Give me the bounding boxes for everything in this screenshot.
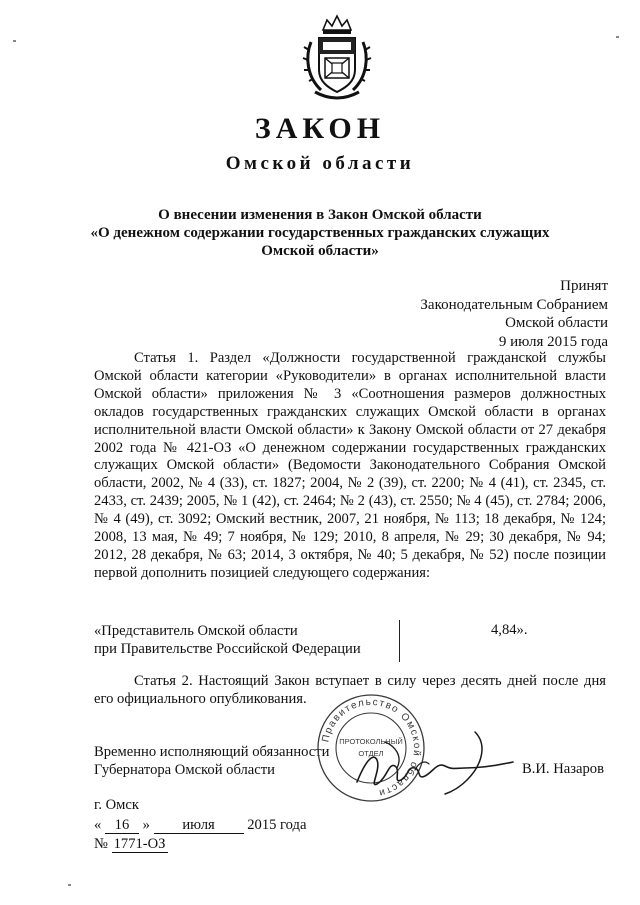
date-day: 16	[105, 817, 139, 834]
adopted-date: 9 июля 2015 года	[498, 333, 608, 350]
date-open-quote: «	[94, 817, 102, 833]
signer-name: В.И. Назаров	[522, 761, 604, 777]
date-year: 2015 года	[247, 817, 307, 833]
region-title: Омской области	[225, 153, 415, 174]
scan-speck	[68, 884, 71, 886]
law-subject	[0, 206, 640, 260]
subject-line: «О денежном содержании государственных гражданских служащих	[90, 225, 550, 241]
subject-line: О внесении изменения в Закон Омской области	[158, 207, 482, 223]
scan-speck	[13, 40, 16, 42]
position-coefficient: 4,84».	[491, 622, 528, 638]
signer-title-line: Временно исполняющий обязанности	[94, 744, 330, 760]
svg-text:ОТДЕЛ: ОТДЕЛ	[358, 749, 384, 758]
adopted-line: Омской области	[505, 315, 608, 331]
signer-title-line: Губернатора Омской области	[94, 762, 275, 778]
handwritten-signature	[355, 722, 515, 802]
law-number	[94, 836, 168, 853]
signing-date	[94, 817, 306, 834]
svg-text:ПРОТОКОЛЬНЫЙ: ПРОТОКОЛЬНЫЙ	[339, 737, 403, 746]
scan-speck	[616, 36, 619, 38]
position-name-line: «Представитель Омской области	[94, 623, 298, 639]
law-title: ЗАКОН	[254, 112, 386, 145]
svg-text:Правительство Омской области: Правительство Омской области	[320, 696, 423, 799]
adoption-block	[420, 277, 608, 351]
article-1-text: Статья 1. Раздел «Должности государственной гражданской службы Омской области категории «Руководители» в органах исполнительной власти Омской области» приложения № 3 «Соотношения размеров должностных окладов государственных гражданских служащих Омской области в органах исполнительной власти Омской области» к Закону Омской области от 27 декабря 2002 года № 421-ОЗ «О денежном содержании государственных гражданских служащих Омской области» (Ведомости Законодательного Собрания Омской области, 2002, № 4 (33), ст. 1827; 2004, № 2 (39), ст. 2200; № 4 (41), ст. 2345, ст. 2433, ст. 2439; 2005, № 1 (42), ст. 2464; № 2 (43), ст. 2550; № 4 (45), ст. 2784; 2006, № 4 (49), ст. 3092; Омский вестник, 2007, 21 ноября, № 113; 18 декабря, № 124; 2008, 13 мая, № 49; 7 ноября, № 129; 2010, 8 апреля, № 29; 30 декабря, № 94; 2012, 28 декабря, № 63; 2014, 3 октября, № 40; 5 декабря, № 52) после позиции первой дополнить позицией следующего содержания:	[94, 350, 606, 581]
signer-title	[94, 743, 329, 779]
article-2-text: Статья 2. Настоящий Закон вступает в силу через десять дней после дня его официального опубликования.	[94, 673, 606, 707]
table-divider	[399, 620, 400, 662]
number-prefix: №	[94, 836, 108, 852]
subject-line: Омской области»	[261, 243, 379, 259]
coat-of-arms-emblem	[301, 12, 373, 100]
adopted-line: Законодательным Собранием	[420, 296, 608, 313]
adopted-line: Принят	[560, 278, 608, 294]
city-of-signing: г. Омск	[94, 797, 139, 813]
date-month: июля	[154, 817, 244, 834]
position-name	[94, 622, 361, 658]
position-name-line: при Правительстве Российской Федерации	[94, 641, 361, 657]
number-value: 1771-ОЗ	[113, 836, 166, 852]
date-close-quote: »	[142, 817, 150, 833]
